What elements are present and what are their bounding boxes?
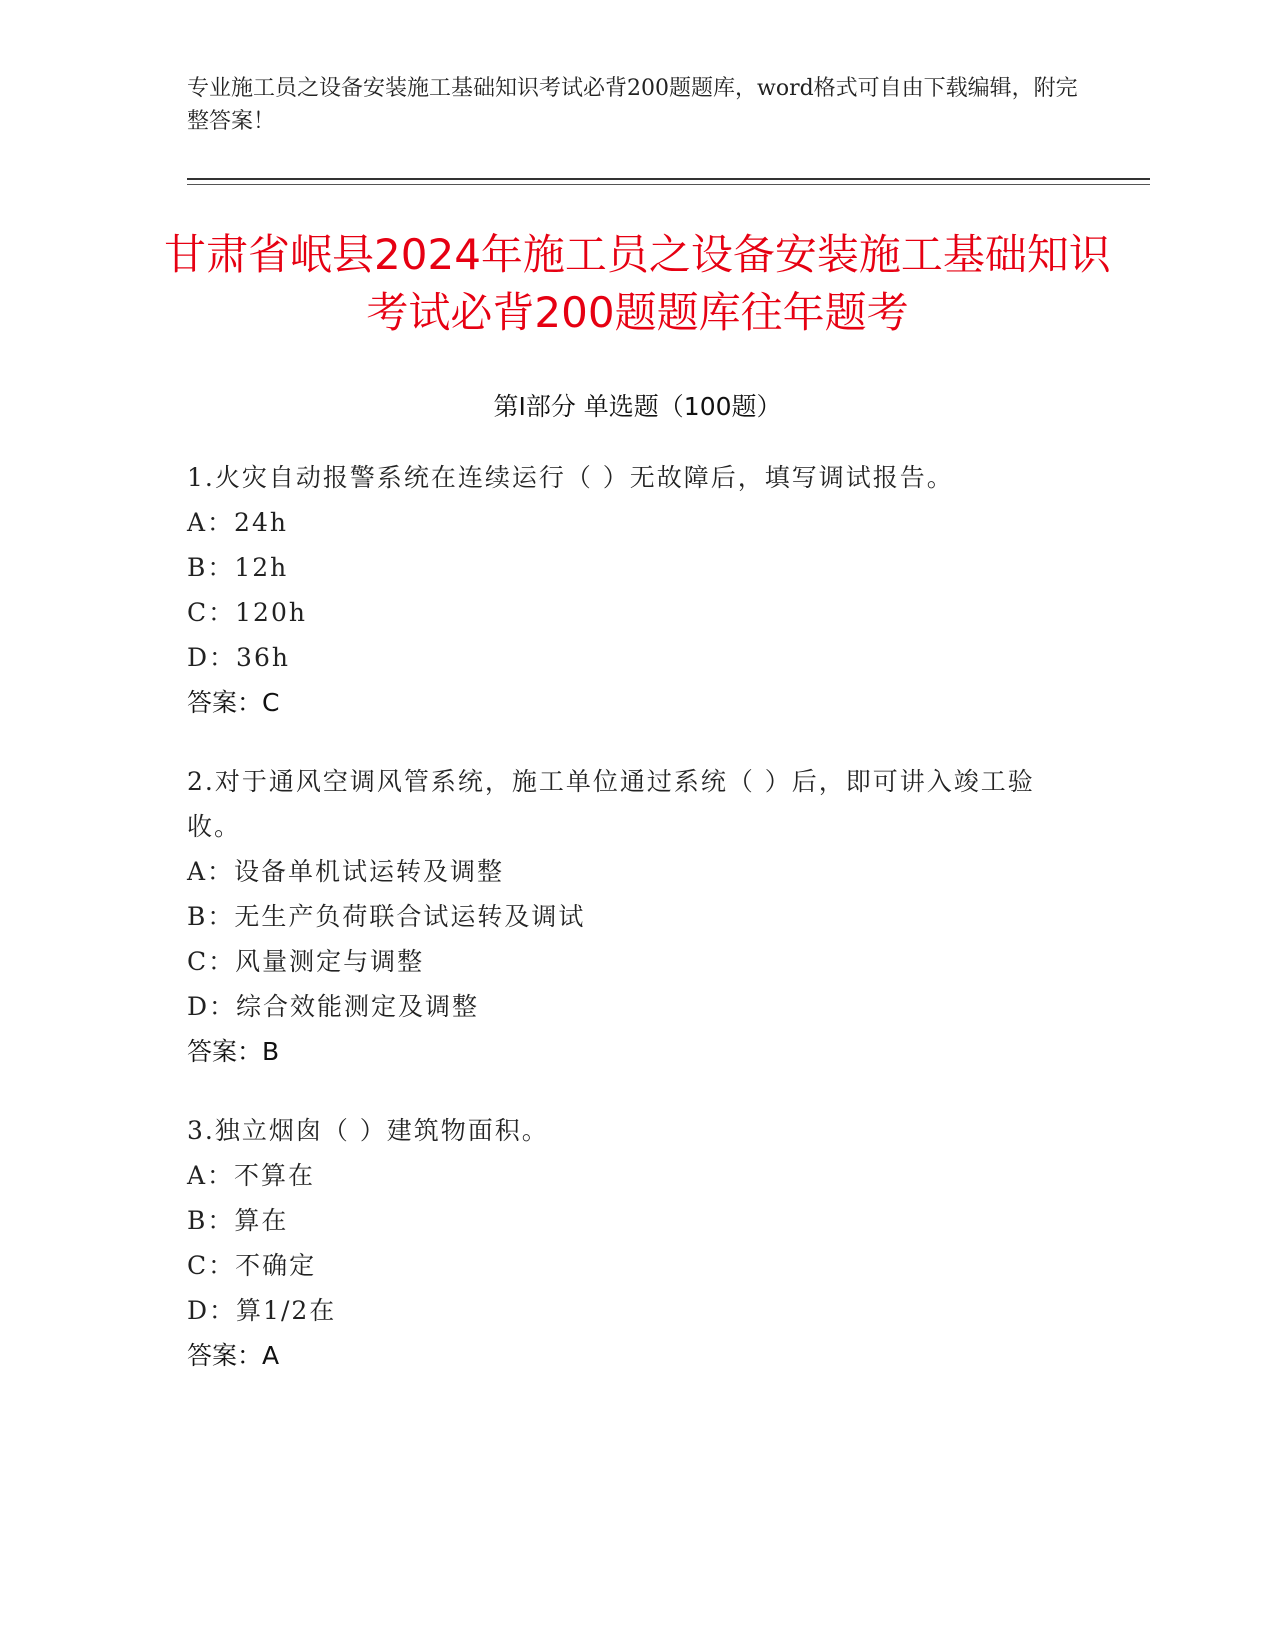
option-d: D：36h	[187, 643, 290, 672]
option-a: A：不算在	[187, 1161, 316, 1190]
question-stem: 2.对于通风空调风管系统，施工单位通过系统（ ）后，即可讲入竣工验收。	[187, 767, 1035, 841]
question-3	[187, 1108, 1087, 1378]
answer: 答案：A	[187, 1341, 280, 1370]
question-stem: 1.火灾自动报警系统在连续运行（ ）无故障后，填写调试报告。	[187, 463, 954, 492]
answer: 答案：B	[187, 1037, 280, 1066]
option-b: B：12h	[187, 553, 289, 582]
question-stem: 3.独立烟囱（ ）建筑物面积。	[187, 1116, 549, 1145]
option-d: D：综合效能测定及调整	[187, 992, 480, 1021]
header-divider-thick	[187, 178, 1150, 180]
option-c: C：120h	[187, 598, 307, 627]
option-a: A：24h	[187, 508, 288, 537]
question-2	[187, 759, 1047, 1074]
option-c: C：不确定	[187, 1251, 317, 1280]
option-b: B：算在	[187, 1206, 289, 1235]
document-title: 甘肃省岷县2024年施工员之设备安装施工基础知识考试必背200题题库往年题考	[164, 230, 1111, 337]
option-a: A：设备单机试运转及调整	[187, 857, 505, 886]
section-heading: 第Ⅰ部分 单选题（100题）	[493, 392, 782, 421]
answer: 答案：C	[187, 688, 280, 717]
option-d: D：算1/2在	[187, 1296, 337, 1325]
header-divider-thin	[187, 184, 1150, 185]
header-note: 专业施工员之设备安装施工基础知识考试必背200题题库，word格式可自由下载编辑，附完整答案！	[187, 76, 1078, 134]
question-1	[187, 455, 1087, 725]
option-c: C：风量测定与调整	[187, 947, 425, 976]
option-b: B：无生产负荷联合试运转及调试	[187, 902, 586, 931]
